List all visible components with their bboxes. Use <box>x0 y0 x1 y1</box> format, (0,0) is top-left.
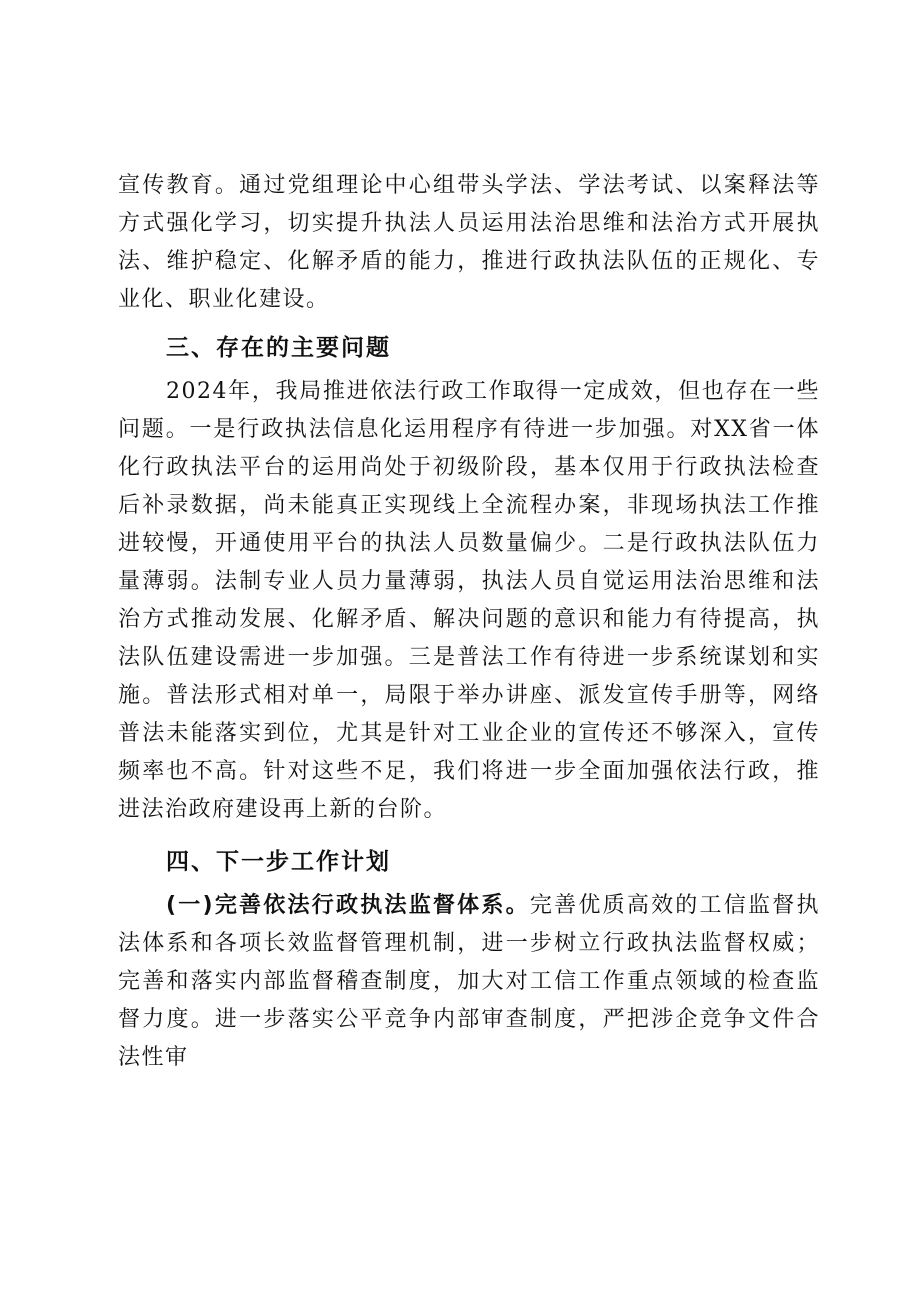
plan-1-body: 完善优质高效的工信监督执法体系和各项长效监督管理机制，进一步树立行政执法监督权威；完善和落实内部监督稽查制度，加大对工信工作重点领域的检查监督力度。进一步落实公平竞争内部审查制度，严把涉企竞争文件合法性审 <box>118 893 820 1070</box>
paragraph-problems: 2024年，我局推进依法行政工作取得一定成效，但也存在一些问题。一是行政执法信息化运用程序有待进一步加强。对XX省一体化行政执法平台的运用尚处于初级阶段，基本仅用于行政执法检查后补录数据，尚未能真正实现线上全流程办案，非现场执法工作推进较慢，开通使用平台的执法人员数量偏少。二是行政执法队伍力量薄弱。法制专业人员力量薄弱，执法人员自觉运用法治思维和法治方式推动发展、化解矛盾、解决问题的意识和能力有待提高，执法队伍建设需进一步加强。三是普法工作有待进一步系统谋划和实施。普法形式相对单一，局限于举办讲座、派发宣传手册等，网络普法未能落实到位，尤其是针对工业企业的宣传还不够深入，宣传频率也不高。针对这些不足，我们将进一步全面加强依法行政，推进法治政府建设再上新的台阶。 <box>118 379 820 822</box>
plan-1-lead: (一)完善依法行政执法监督体系。 <box>166 893 530 918</box>
paragraph-plan-1 <box>118 887 820 1077</box>
section-heading-next-plan: 四、下一步工作计划 <box>166 849 391 875</box>
paragraph-propaganda: 宣传教育。通过党组理论中心组带头学法、学法考试、以案释法等方式强化学习，切实提升执法人员运用法治思维和法治方式开展执法、维护稳定、化解矛盾的能力，推进行政执法队伍的正规化、专业化、职业化建设。 <box>118 173 820 312</box>
section-heading-problems: 三、存在的主要问题 <box>166 335 391 361</box>
